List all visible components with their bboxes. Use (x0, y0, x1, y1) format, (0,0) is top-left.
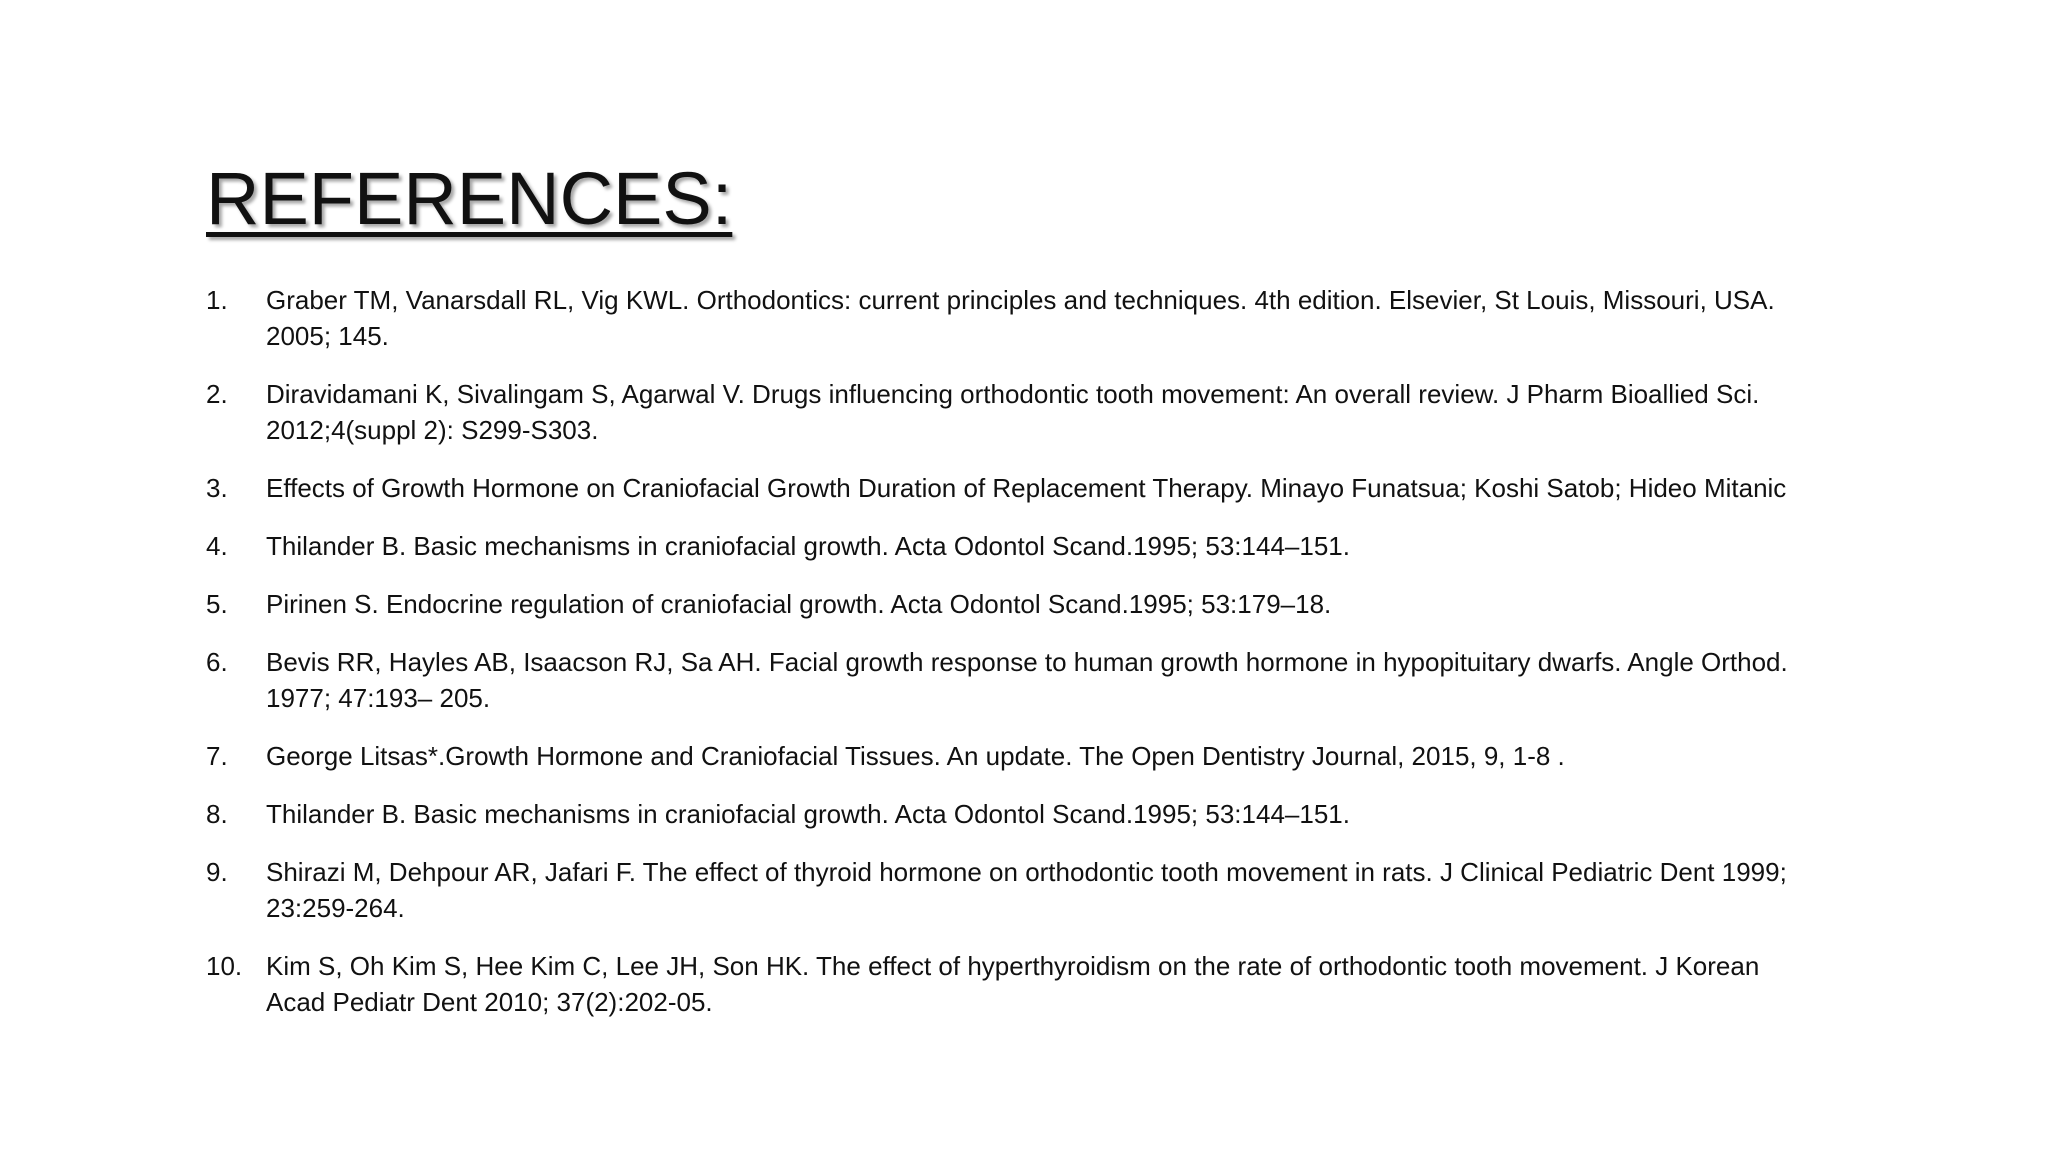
reference-text: Kim S, Oh Kim S, Hee Kim C, Lee JH, Son HK. The effect of hyperthyroidism on the rate of orthodontic tooth movement. J Korean Acad Pediatr Dent 2010; 37(2):202-05. (266, 951, 1760, 1017)
reference-number: 2. (206, 379, 228, 409)
reference-number: 6. (206, 647, 228, 677)
reference-text: Pirinen S. Endocrine regulation of craniofacial growth. Acta Odontol Scand.1995; 53:179–18. (266, 589, 1332, 619)
reference-text: Diravidamani K, Sivalingam S, Agarwal V. Drugs influencing orthodontic tooth movement: An overall review. J Pharm Bioallied Sci. 2012;4(suppl 2): S299-S303. (266, 379, 1760, 445)
reference-item-2 (206, 376, 1806, 448)
reference-item-8 (206, 796, 1806, 832)
reference-text: Thilander B. Basic mechanisms in craniofacial growth. Acta Odontol Scand.1995; 53:144–151. (266, 799, 1350, 829)
slide-title: REFERENCES: (206, 157, 733, 240)
reference-item-4 (206, 528, 1806, 564)
reference-item-6 (206, 644, 1806, 716)
reference-text: Bevis RR, Hayles AB, Isaacson RJ, Sa AH. Facial growth response to human growth hormone in hypopituitary dwarfs. Angle Orthod. 1977; 47:193– 205. (266, 647, 1788, 713)
reference-number: 10. (206, 951, 243, 981)
reference-number: 5. (206, 589, 228, 619)
reference-number: 3. (206, 473, 228, 503)
reference-text: George Litsas*.Growth Hormone and Craniofacial Tissues. An update. The Open Dentistry Journal, 2015, 9, 1-8 . (266, 741, 1565, 771)
reference-item-1 (206, 282, 1806, 354)
reference-text: Thilander B. Basic mechanisms in craniofacial growth. Acta Odontol Scand.1995; 53:144–151. (266, 531, 1350, 561)
reference-text: Shirazi M, Dehpour AR, Jafari F. The effect of thyroid hormone on orthodontic tooth movement in rats. J Clinical Pediatric Dent 1999; 23:259-264. (266, 857, 1787, 923)
reference-item-7 (206, 738, 1806, 774)
reference-text: Graber TM, Vanarsdall RL, Vig KWL. Orthodontics: current principles and techniques. 4th edition. Elsevier, St Louis, Missouri, USA. 2005; 145. (266, 285, 1775, 351)
reference-number: 8. (206, 799, 228, 829)
reference-item-10 (206, 948, 1806, 1020)
reference-number: 7. (206, 741, 228, 771)
reference-item-9 (206, 854, 1806, 926)
reference-text: Effects of Growth Hormone on Craniofacial Growth Duration of Replacement Therapy. Minayo Funatsua; Koshi Satob; Hideo Mitanic (266, 473, 1787, 503)
reference-number: 9. (206, 857, 228, 887)
reference-number: 4. (206, 531, 228, 561)
reference-number: 1. (206, 285, 228, 315)
reference-item-3 (206, 470, 1806, 506)
reference-item-5 (206, 586, 1806, 622)
reference-list (206, 282, 1806, 1042)
